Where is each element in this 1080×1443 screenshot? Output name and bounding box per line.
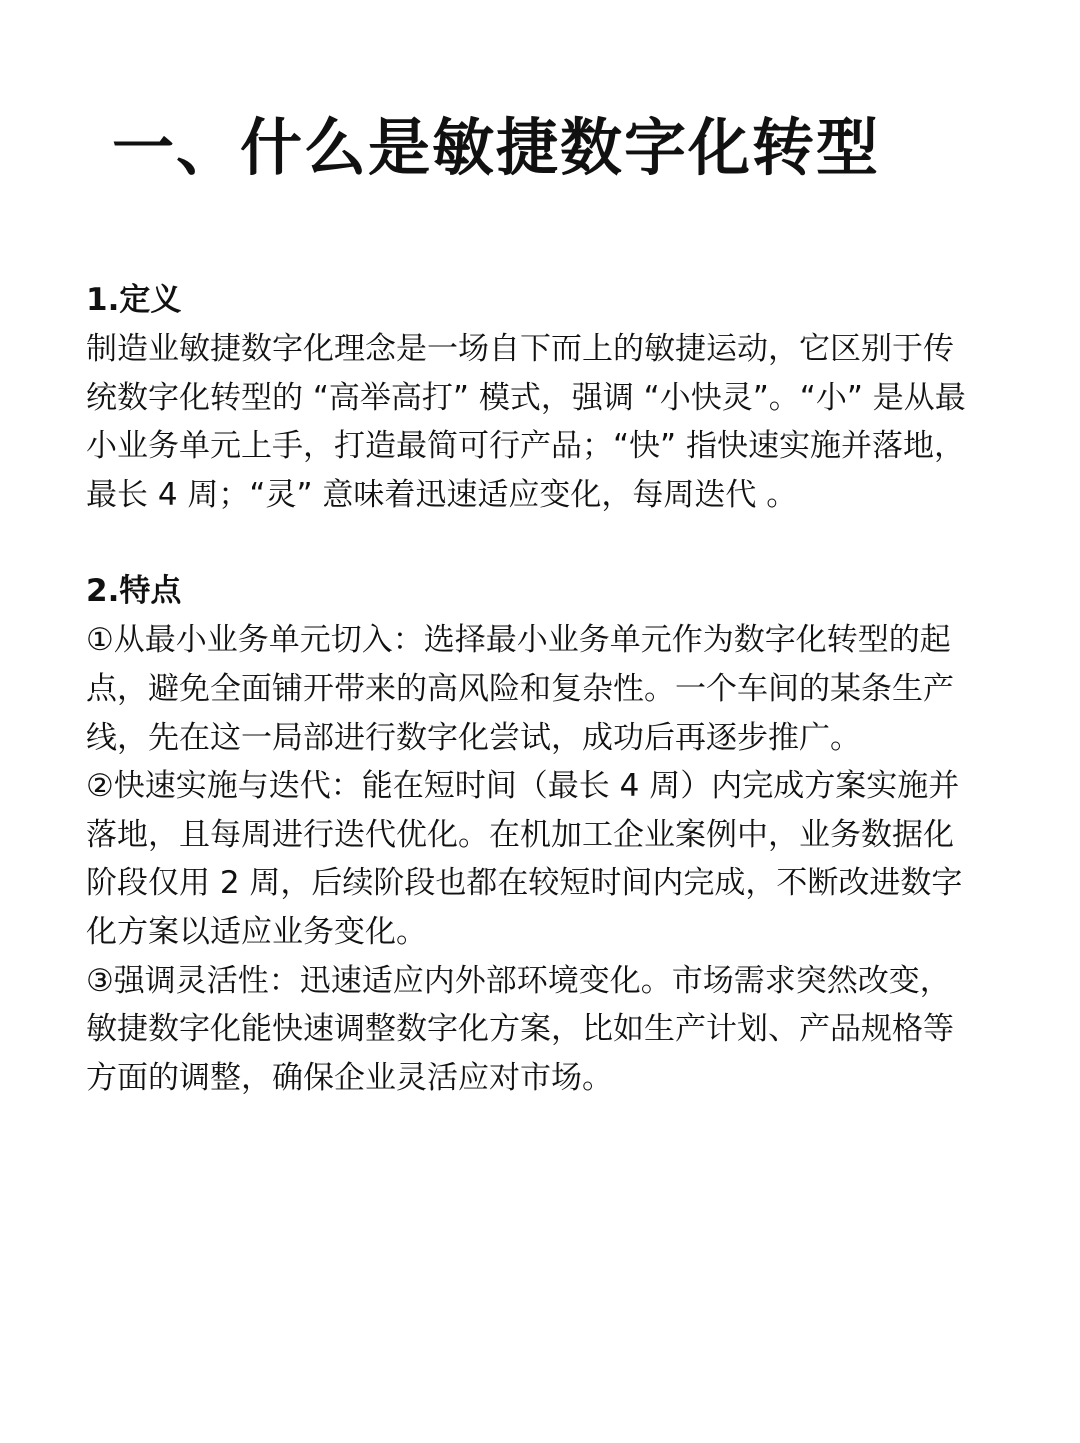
section-heading: 1.定义 xyxy=(86,282,182,318)
section-spacer xyxy=(86,519,966,567)
paragraph: 制造业敏捷数字化理念是一场自下而上的敏捷运动，它区别于传统数字化转型的 “高举高打” 模式，强调 “小快灵”。“小” 是从最小业务单元上手，打造最简可行产品；“快” 指快速实施并落地，最长 4 周；“灵” 意味着迅速适应变化，每周迭代 。 xyxy=(86,331,966,513)
paragraph: ①从最小业务单元切入：选择最小业务单元作为数字化转型的起点，避免全面铺开带来的高风险和复杂性。一个车间的某条生产线，先在这一局部进行数字化尝试，成功后再逐步推广。 xyxy=(86,622,954,756)
article-body xyxy=(86,276,966,1102)
section-definition xyxy=(86,276,966,519)
paragraph: ②快速实施与迭代：能在短时间（最长 4 周）内完成方案实施并落地，且每周进行迭代优化。在机加工企业案例中，业务数据化阶段仅用 2 周，后续阶段也都在较短时间内完成，不断改进数字化方案以适应业务变化。 xyxy=(86,768,963,950)
section-features xyxy=(86,567,966,1102)
section-heading: 2.特点 xyxy=(86,573,182,610)
page-title: 一、什么是敏捷数字化转型 xyxy=(112,111,881,184)
paragraph: ③强调灵活性：迅速适应内外部环境变化。市场需求突然改变，敏捷数字化能快速调整数字化方案，比如生产计划、产品规格等方面的调整，确保企业灵活应对市场。 xyxy=(86,962,954,1096)
